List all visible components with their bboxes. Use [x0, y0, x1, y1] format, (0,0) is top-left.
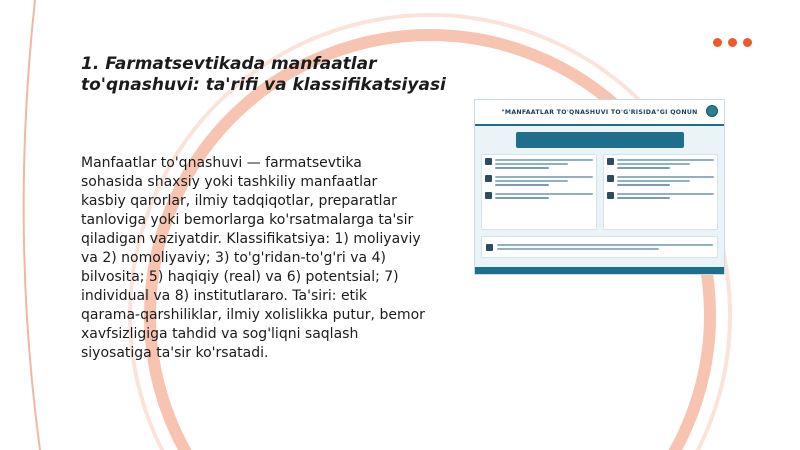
card-row: [607, 175, 715, 188]
card-row: [485, 175, 593, 188]
infographic-footer: [475, 267, 724, 274]
dot: [728, 38, 737, 47]
download-icon: [486, 244, 493, 251]
document-icon: [485, 175, 492, 182]
card-row: [607, 158, 715, 171]
dot: [743, 38, 752, 47]
infographic-image: [474, 99, 725, 275]
infographic-header: [475, 100, 724, 126]
slide-body-text: Manfaatlar to'qnashuvi — farmatsevtika sohasida shaxsiy yoki tashkiliy manfaatlar kasbiy qarorlar, ilmiy tadqiqotlar, preparatlar tanloviga yoki bemorlarga ko'rsatmalarga ta'sir qiladigan vaziyatdir. Klassifikatsiya: 1) moliyaviy va 2) nomoliyaviy; 3) to'g'ridan-to'g'ri va 4) bilvosita; 5) haqiqiy (real) va 6) potentsial; 7) individual va 8) institutlararo. Ta'siri: etik qarama-qarshiliklar, ilmiy xolislikka putur, bemor xavfsizligiga tahdid va sog'liqni saqlash siyosatiga ta'sir ko'rsatadi.: [81, 155, 425, 361]
orange-dots-icon: [713, 38, 752, 47]
scales-icon: [607, 175, 614, 182]
card-row: [607, 192, 715, 201]
document-icon: [607, 158, 614, 165]
infographic-title: "MANFAATLAR TO'QNASHUVI TO'G'RISIDA"GI QONUN: [501, 108, 698, 116]
infographic-card-left: [481, 154, 597, 230]
slide-title: 1. Farmatsevtikada manfaatlar to'qnashuvi: ta'rifi va klassifikatsiyasi: [81, 54, 446, 95]
emblem-icon: [706, 105, 718, 117]
document-icon: [485, 192, 492, 199]
document-icon: [607, 192, 614, 199]
hourglass-icon: [485, 158, 492, 165]
infographic-banner: [516, 132, 684, 148]
card-row: [485, 158, 593, 171]
card-row: [485, 192, 593, 201]
infographic-grid: [481, 154, 718, 230]
infographic-bottom-panel: [481, 236, 718, 258]
dot: [713, 38, 722, 47]
infographic-card-right: [603, 154, 719, 230]
